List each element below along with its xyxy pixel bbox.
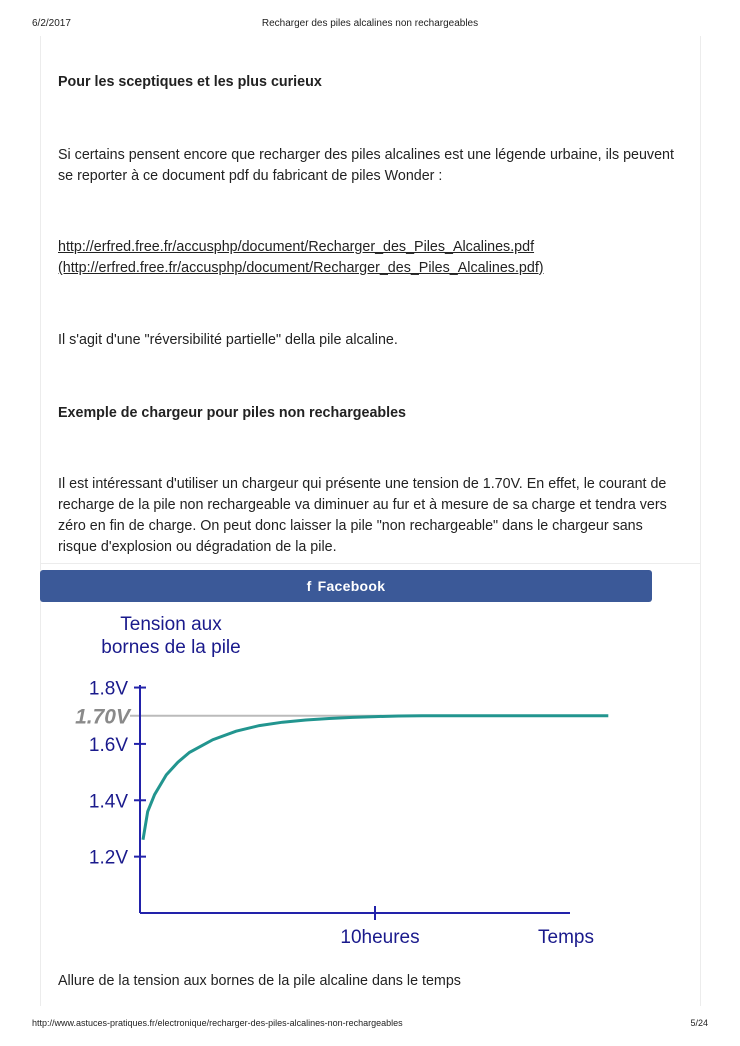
paragraph-line: zéro en fin de charge. On peut donc laisser la pile "non rechargeable" dans le chargeur sans [58,518,643,534]
paragraph-line: Si certains pensent encore que recharger des piles alcalines est une légende urbaine, ils peuvent [58,147,674,163]
section-heading-sceptics: Pour les sceptiques et les plus curieux [58,74,322,90]
paragraph-urban-legend [58,145,690,187]
paragraph-line: se reporter à ce document pdf du fabricant de piles Wonder : [58,168,443,184]
paragraph-line: recharge de la pile non rechargeable va diminuer au fur et à mesure de sa charge et tendra vers [58,497,667,513]
x-tick-label: 10heures [340,927,420,948]
y-tick-label: 1.8V [88,678,128,700]
facebook-share-button[interactable] [40,570,652,602]
paragraph-line: Il est intéressant d'utiliser un chargeur qui présente une tension de 1.70V. En effet, le courant de [58,476,667,492]
chart-title-line2: bornes de la pile [101,637,241,658]
chart-title-line1: Tension aux [120,614,222,635]
pdf-link-block [58,237,690,279]
paragraph-charger [58,474,690,558]
chart-caption: Allure de la tension aux bornes de la pile alcaline dans le temps [58,973,461,989]
paragraph-line: risque d'explosion ou dégradation de la pile. [58,539,337,555]
print-page-title: Recharger des piles alcalines non rechargeables [261,18,479,29]
y-tick-label: 1.2V [88,847,128,869]
print-url: http://www.astuces-pratiques.fr/electronique/recharger-des-piles-alcalines-non-rechargeables [32,1018,403,1028]
x-axis-label: Temps [538,927,594,948]
facebook-share-label: Facebook [317,578,386,594]
paragraph-reversibility: Il s'agit d'une "réversibilité partielle" della pile alcaline. [58,332,398,348]
voltage-chart [40,603,620,955]
y-tick-label: 1.4V [88,791,128,813]
pdf-link[interactable]: http://erfred.free.fr/accusphp/document/Recharger_des_Piles_Alcalines.pdf [58,239,535,255]
facebook-icon: f [306,578,312,594]
reference-label: 1.70V [75,705,130,729]
pdf-link-url[interactable]: (http://erfred.free.fr/accusphp/document/Recharger_des_Piles_Alcalines.pdf) [58,260,544,276]
y-tick-label: 1.6V [88,734,128,756]
voltage-curve [143,716,608,840]
print-date: 6/2/2017 [32,18,71,29]
divider [40,563,700,564]
section-heading-charger: Exemple de chargeur pour piles non rechargeables [58,405,407,421]
page-number: 5/24 [690,1018,708,1028]
